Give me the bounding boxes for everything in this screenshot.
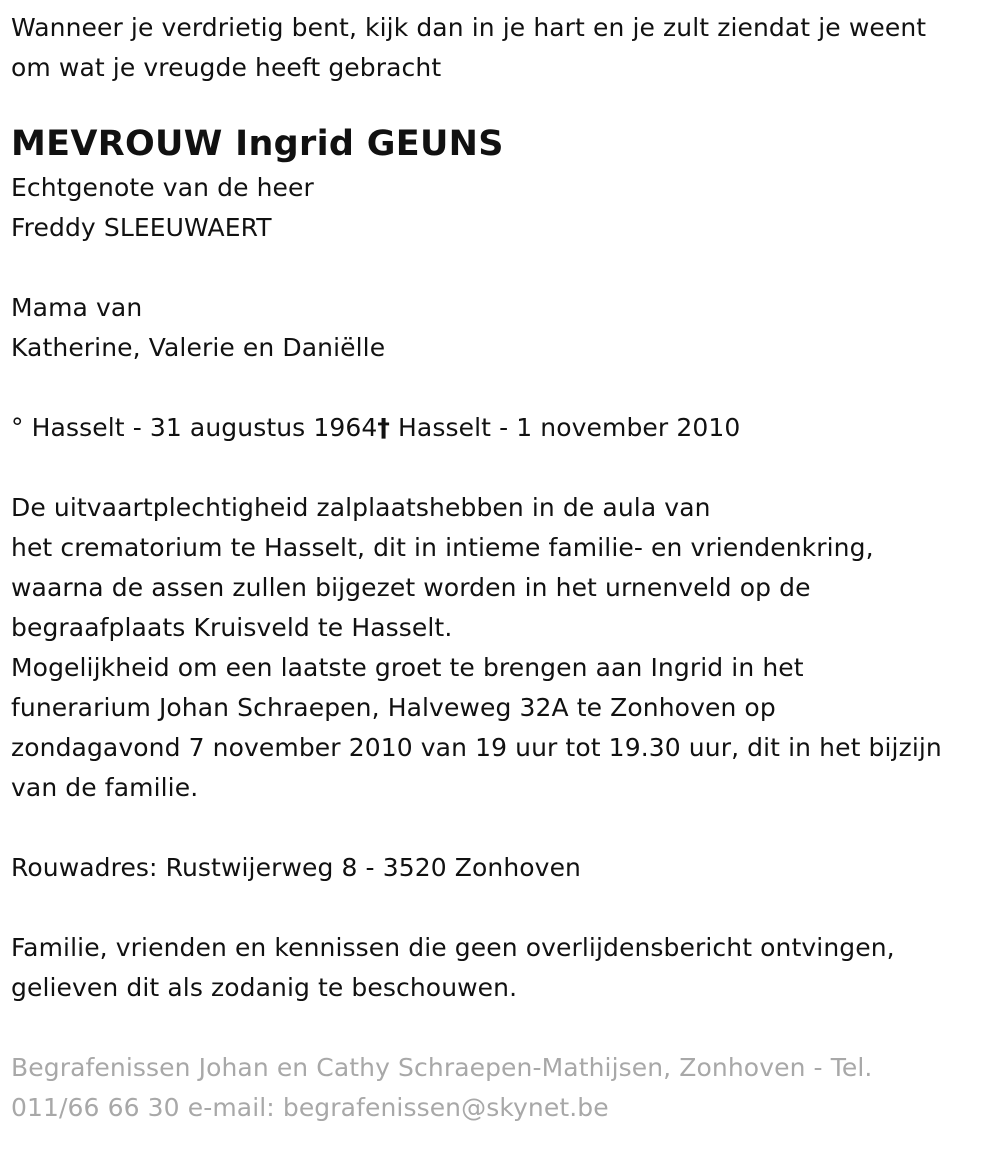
ceremony-line: zondagavond 7 november 2010 van 19 uur tot 19.30 uur, dit in het bijzijn [11, 733, 942, 762]
footer-line: 011/66 66 30 e-mail: begrafenissen@skynet.be [11, 1093, 609, 1122]
spouse-line: Echtgenote van de heer [11, 173, 314, 202]
spouse-block [11, 168, 989, 248]
quote-block [11, 8, 989, 88]
birth-info: ° Hasselt - 31 augustus 1964 [11, 413, 378, 442]
spacer [11, 368, 989, 408]
spacer [11, 248, 989, 288]
mourning-address: Rouwadres: Rustwijerweg 8 - 3520 Zonhoven [11, 853, 582, 882]
ceremony-line: waarna de assen zullen bijgezet worden in het urnenveld op de [11, 573, 811, 602]
ceremony-line: De uitvaartplechtigheid zalplaatshebben in de aula van [11, 493, 711, 522]
ceremony-line: begraafplaats Kruisveld te Hasselt. [11, 613, 453, 642]
quote-line: om wat je vreugde heeft gebracht [11, 53, 442, 82]
spacer [11, 888, 989, 928]
ceremony-line: van de familie. [11, 773, 199, 802]
spacer [11, 808, 989, 848]
dates-line [11, 408, 989, 448]
funeral-home-footer [11, 1048, 989, 1128]
children-line: Mama van [11, 293, 143, 322]
notice-line: gelieven dit als zodanig te beschouwen. [11, 973, 518, 1002]
deceased-name: MEVROUW Ingrid GEUNS [11, 124, 504, 164]
footer-line: Begrafenissen Johan en Cathy Schraepen-Mathijsen, Zonhoven - Tel. [11, 1053, 873, 1082]
spacer [11, 1008, 989, 1048]
ceremony-block [11, 488, 989, 808]
cross-icon: † [377, 413, 390, 442]
ceremony-line: funerarium Johan Schraepen, Halveweg 32A te Zonhoven op [11, 693, 776, 722]
quote-line: Wanneer je verdrietig bent, kijk dan in je hart en je zult ziendat je weent [11, 13, 927, 42]
ceremony-line: Mogelijkheid om een laatste groet te brengen aan Ingrid in het [11, 653, 804, 682]
notice-line: Familie, vrienden en kennissen die geen overlijdensbericht ontvingen, [11, 933, 895, 962]
death-info: Hasselt - 1 november 2010 [389, 413, 741, 442]
children-line: Katherine, Valerie en Daniëlle [11, 333, 386, 362]
spacer [11, 448, 989, 488]
ceremony-line: het crematorium te Hasselt, dit in intieme familie- en vriendenkring, [11, 533, 874, 562]
children-block [11, 288, 989, 368]
spouse-line: Freddy SLEEUWAERT [11, 213, 272, 242]
notice-block [11, 928, 989, 1008]
